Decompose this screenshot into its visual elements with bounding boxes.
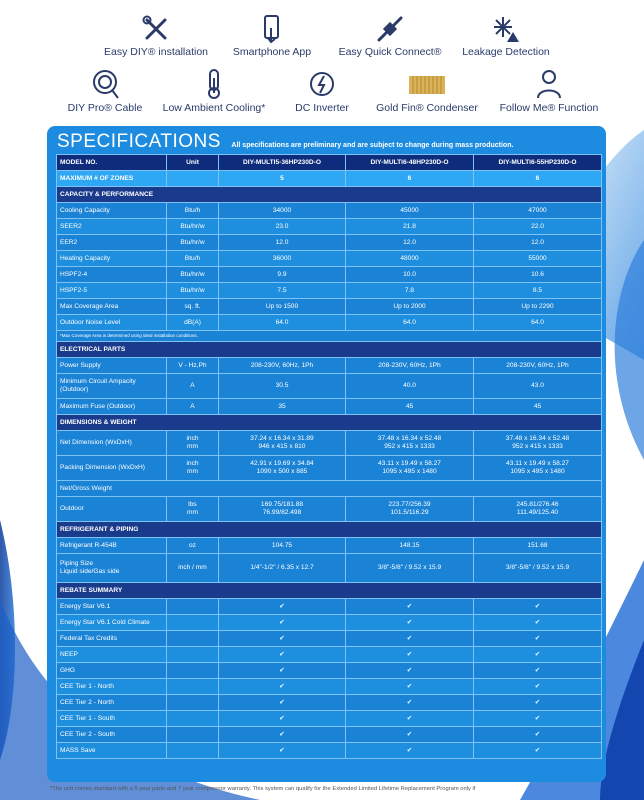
unit-cell [167,599,219,615]
cell-line: 952 x 415 x 1333 [512,443,563,450]
cell-line: 952 x 415 x 1333 [384,443,435,450]
unit-cell [167,711,219,727]
feature-label: Gold Fin® Condenser [376,102,478,114]
value-cell: 35 [219,399,346,415]
feature-label: Easy Quick Connect® [338,46,442,58]
table-row [57,251,602,267]
checkmark-icon: ✔ [219,647,346,663]
feature-low-ambient-cooling [156,68,272,114]
value-cell: 208-230V, 60Hz, 1Ph [474,358,602,374]
value-cell: 7.5 [219,283,346,299]
cell-line: 169.75/181.88 [260,501,304,508]
value-cell: 208-230V, 60Hz, 1Ph [346,358,474,374]
row-label: CEE Tier 2 - North [57,695,167,711]
value-cell: 12.0 [219,235,346,251]
table-row [57,456,602,481]
row-label: Packing Dimension (WxDxH) [57,456,167,481]
value-cell: 45 [346,399,474,415]
table-row [57,374,602,399]
row-label: Energy Star V6.1 Cold Climate [57,615,167,631]
section-title: DIMENSIONS & WEIGHT [57,415,602,431]
rebate-row [57,631,602,647]
value-cell: 43.0 [474,374,602,399]
row-label: NEEP [57,647,167,663]
feature-label: Leakage Detection [462,46,550,58]
feature-dc-inverter [282,68,362,114]
checkmark-icon: ✔ [474,647,602,663]
cell-line: 946 x 415 x 810 [258,443,306,450]
cell-line: 37.48 x 16.34 x 52.48 [377,435,442,442]
row-label: Minimum Circuit Ampacity (Outdoor) [57,374,167,399]
feature-quick-connect [336,14,444,58]
checkmark-icon: ✔ [219,663,346,679]
cell-line: 223.77/256.39 [388,501,431,508]
table-row [57,267,602,283]
cell-line: inch [186,460,199,467]
section-title: REFRIGERANT & PIPING [57,522,602,538]
value-cell: 64.0 [474,315,602,331]
unit-cell [167,663,219,679]
checkmark-icon: ✔ [346,711,474,727]
rebate-row [57,663,602,679]
value-cell [346,431,474,456]
feature-leakage-detection [456,14,556,58]
checkmark-icon: ✔ [474,727,602,743]
section-header-row [57,187,602,203]
row-label: Net/Gross Weight [57,481,602,497]
checkmark-icon: ✔ [346,599,474,615]
rebate-row [57,743,602,759]
table-row [57,219,602,235]
table-row [57,283,602,299]
value-cell: 104.75 [219,538,346,554]
coverage-note-row [57,331,602,342]
rebate-row [57,711,602,727]
value-cell: 151.68 [474,538,602,554]
value-cell [346,456,474,481]
checkmark-icon: ✔ [219,631,346,647]
piping-row [57,554,602,583]
unit-cell: Btu/h [167,203,219,219]
cell-line: Liquid side/Gas side [60,568,120,575]
value-cell [346,497,474,522]
value-cell [219,431,346,456]
cell-line: inch [186,435,199,442]
feature-label: Smartphone App [232,46,312,58]
unit-cell: oz [167,538,219,554]
checkmark-icon: ✔ [474,743,602,759]
feature-easy-diy [100,14,212,58]
rebate-row [57,679,602,695]
coverage-note: *Max Coverage Area is determined using ideal installation conditions. [57,331,602,342]
checkmark-icon: ✔ [346,663,474,679]
feature-smartphone-app [224,14,320,58]
rebate-row [57,647,602,663]
table-row [57,399,602,415]
person-icon [534,68,564,100]
cell-line: lbs [188,501,197,508]
value-cell: 45 [474,399,602,415]
value-cell [474,456,602,481]
value-cell: 34000 [219,203,346,219]
value-cell: 64.0 [346,315,474,331]
value-cell: 22.0 [474,219,602,235]
unit-cell [167,695,219,711]
row-label: Cooling Capacity [57,203,167,219]
value-cell: 48000 [346,251,474,267]
value-cell: 6 [474,171,602,187]
section-header-row [57,342,602,358]
checkmark-icon: ✔ [474,663,602,679]
row-label [57,554,167,583]
value-cell: 12.0 [474,235,602,251]
value-cell [219,497,346,522]
feature-label: DIY Pro® Cable [67,102,143,114]
row-label: SEER2 [57,219,167,235]
unit-cell: Btu/hr/w [167,219,219,235]
rebate-row [57,599,602,615]
rebate-row [57,727,602,743]
value-cell: 21.8 [346,219,474,235]
unit-cell: dB(A) [167,315,219,331]
section-title: ELECTRICAL PARTS [57,342,602,358]
cell-line: mm [187,468,198,475]
cell-line: 1090 x 500 x 885 [256,468,308,475]
value-cell [474,497,602,522]
refrigerant-row [57,538,602,554]
value-cell: Up to 1500 [219,299,346,315]
row-label: HSPF2-4 [57,267,167,283]
row-label: Refrigerant R-454B [57,538,167,554]
specifications-title: SPECIFICATIONS [57,131,221,152]
cell-line: 37.24 x 16.34 x 31.89 [250,435,314,442]
unit-cell [167,743,219,759]
header-cell: DIY-MULTI5-36HP230D-O [219,155,346,171]
unit-cell: A [167,374,219,399]
value-cell: 10.0 [346,267,474,283]
specifications-subtitle: All specifications are preliminary and are subject to change during mass production. [231,142,514,149]
checkmark-icon: ✔ [219,727,346,743]
checkmark-icon: ✔ [346,647,474,663]
unit-cell: inch / mm [167,554,219,583]
row-label: Maximum Fuse (Outdoor) [57,399,167,415]
table-row [57,431,602,456]
value-cell: 30.5 [219,374,346,399]
feature-label: DC Inverter [295,102,349,114]
unit-cell: A [167,399,219,415]
checkmark-icon: ✔ [219,679,346,695]
specifications-panel [47,126,606,782]
cell-line: mm [187,509,198,516]
specifications-header [57,131,513,155]
header-cell: DIY-MULTI6-55HP230D-O [474,155,602,171]
unit-cell: Btu/hr/w [167,283,219,299]
value-cell: 47000 [474,203,602,219]
checkmark-icon: ✔ [219,711,346,727]
value-cell: 10.6 [474,267,602,283]
unit-cell [167,631,219,647]
row-label: GHG [57,663,167,679]
checkmark-icon: ✔ [346,615,474,631]
row-label: Energy Star V6.1 [57,599,167,615]
row-label: EER2 [57,235,167,251]
value-cell: 55000 [474,251,602,267]
footer-note: *The unit comes standard with a 5 year parts and 7 year compressor warranty. This system can qualify for the Extended Limited Lifetime Replacement Program only if [50,786,476,792]
row-label: Outdoor [57,497,167,522]
cell-line: Piping Size [60,560,93,567]
rebate-row [57,695,602,711]
value-cell: 208-230V, 60Hz, 1Ph [219,358,346,374]
row-label: Max Coverage Area [57,299,167,315]
unit-cell [167,456,219,481]
row-label: MAXIMUM # OF ZONES [57,171,167,187]
cell-line: 37.48 x 16.34 x 52.48 [505,435,570,442]
value-cell: 36000 [219,251,346,267]
row-label: CEE Tier 2 - South [57,727,167,743]
checkmark-icon: ✔ [474,631,602,647]
unit-cell [167,647,219,663]
cell-line: 111.49/125.40 [516,509,559,516]
row-label: Federal Tax Credits [57,631,167,647]
unit-cell: Btu/hr/w [167,267,219,283]
value-cell: 5 [219,171,346,187]
rebate-row [57,615,602,631]
checkmark-icon: ✔ [474,679,602,695]
feature-label: Low Ambient Cooling* [162,102,266,114]
section-title: CAPACITY & PERFORMANCE [57,187,602,203]
unit-cell: Btu/hr/w [167,235,219,251]
value-cell: 40.0 [346,374,474,399]
table-row [57,235,602,251]
checkmark-icon: ✔ [346,695,474,711]
inverter-icon [307,68,337,100]
specifications-table-body [57,155,602,759]
feature-label: Follow Me® Function [499,102,599,114]
value-cell [219,456,346,481]
header-cell: DIY-MULTI6-48HP230D-O [346,155,474,171]
cell-line: mm [187,443,198,450]
row-label: Heating Capacity [57,251,167,267]
checkmark-icon: ✔ [474,695,602,711]
table-row [57,315,602,331]
feature-label: Easy DIY® installation [103,46,209,58]
checkmark-icon: ✔ [346,631,474,647]
section-header-row [57,415,602,431]
value-cell: 23.0 [219,219,346,235]
outdoor-weight-row [57,497,602,522]
value-cell: 6 [346,171,474,187]
cable-icon [90,68,120,100]
row-label: Outdoor Noise Level [57,315,167,331]
cell-line: 43.11 x 19.49 x 58.27 [506,460,569,467]
cell-line: 245.81/276.46 [516,501,559,508]
checkmark-icon: ✔ [474,711,602,727]
value-cell: 9.9 [219,267,346,283]
value-cell: 64.0 [219,315,346,331]
checkmark-icon: ✔ [346,743,474,759]
row-label: CEE Tier 1 - North [57,679,167,695]
header-cell: MODEL NO. [57,155,167,171]
unit-cell: sq. ft. [167,299,219,315]
row-label: CEE Tier 1 - South [57,711,167,727]
table-row [57,203,602,219]
value-cell: Up to 2290 [474,299,602,315]
cell-line: 43.11 x 19.49 x 58.27 [378,460,441,467]
snowflake-warning-icon [491,14,521,44]
row-label: HSPF2-5 [57,283,167,299]
checkmark-icon: ✔ [474,615,602,631]
value-cell: 7.8 [346,283,474,299]
net-gross-row [57,481,602,497]
value-cell: 3/8"-5/8" / 9.52 x 15.9 [474,554,602,583]
unit-cell [167,497,219,522]
checkmark-icon: ✔ [346,727,474,743]
checkmark-icon: ✔ [219,695,346,711]
specifications-table [56,154,602,759]
unit-cell [167,727,219,743]
cell-line: 42.91 x 19.69 x 34.84 [250,460,314,467]
section-header-row [57,522,602,538]
tools-icon [141,14,171,44]
checkmark-icon: ✔ [474,599,602,615]
value-cell: 8.5 [474,283,602,299]
unit-cell [167,431,219,456]
table-row [57,358,602,374]
feature-gold-fin-condenser [372,68,482,114]
feature-icons [0,0,644,125]
cell-line: 1095 x 495 x 1480 [382,468,437,475]
unit-cell [167,171,219,187]
checkmark-icon: ✔ [219,599,346,615]
row-label: Power Supply [57,358,167,374]
header-cell: Unit [167,155,219,171]
value-cell: 148.15 [346,538,474,554]
unit-cell: Btu/h [167,251,219,267]
section-title: REBATE SUMMARY [57,583,602,599]
cell-line: 1095 x 495 x 1480 [510,468,565,475]
table-row [57,299,602,315]
table-header-row [57,155,602,171]
feature-follow-me [494,68,604,114]
value-cell: 3/8"-5/8" / 9.52 x 15.9 [346,554,474,583]
value-cell [474,431,602,456]
cell-line: 101.5/116.29 [390,509,429,516]
cell-line: 76.99/82.498 [262,509,302,516]
value-cell: Up to 2000 [346,299,474,315]
unit-cell: V - Hz,Ph [167,358,219,374]
thermometer-icon [199,68,229,100]
unit-cell [167,615,219,631]
value-cell: 45000 [346,203,474,219]
checkmark-icon: ✔ [219,615,346,631]
unit-cell [167,679,219,695]
value-cell: 1/4"-1/2" / 6.35 x 12.7 [219,554,346,583]
checkmark-icon: ✔ [346,679,474,695]
max-zones-row [57,171,602,187]
section-header-row [57,583,602,599]
checkmark-icon: ✔ [219,743,346,759]
row-label: MASS Save [57,743,167,759]
value-cell: 12.0 [346,235,474,251]
feature-diy-pro-cable [62,68,148,114]
smartphone-icon [257,14,287,44]
row-label: Net Dimension (WxDxH) [57,431,167,456]
gold-fin-icon [407,68,447,100]
connector-icon [375,14,405,44]
